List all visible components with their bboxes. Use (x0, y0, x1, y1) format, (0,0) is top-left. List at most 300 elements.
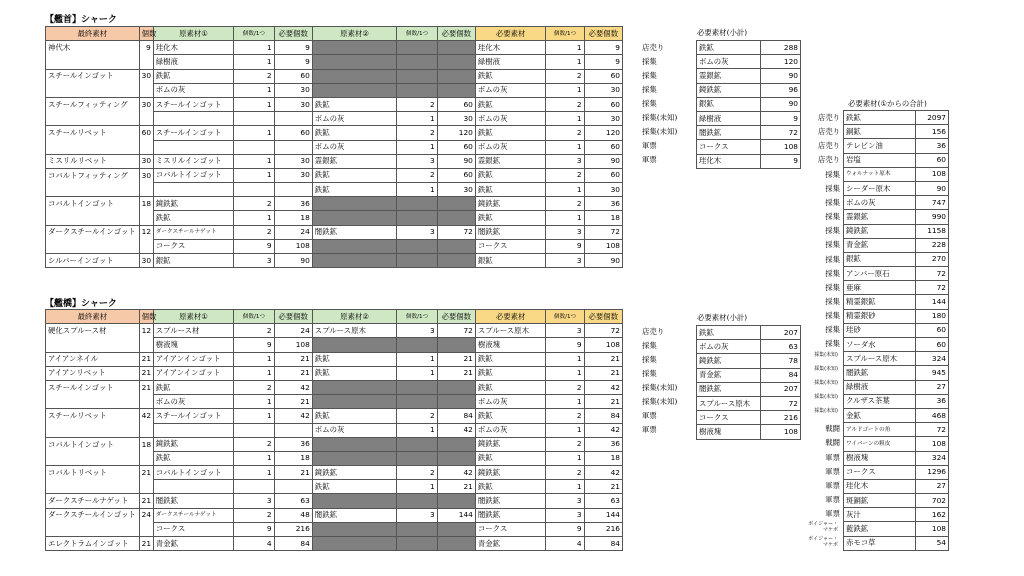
total-category-label: 軍票 (825, 466, 840, 476)
table-cell: ダークスチールナゲット (46, 494, 140, 508)
column-header: 必要個数 (437, 27, 475, 41)
total-row (844, 281, 949, 295)
table-cell: 21 (139, 494, 153, 508)
column-header: 個数/1つ (546, 27, 584, 41)
table-cell: 鉄鉱 (153, 451, 234, 465)
subtotal-cell: 銀鉱 (697, 97, 761, 111)
total-row (844, 366, 949, 380)
table-cell (437, 254, 475, 268)
table-cell: 3 (234, 254, 274, 268)
table-cell: コバルトインゴット (153, 168, 234, 182)
table-cell: 36 (274, 437, 312, 451)
total-category-label: 採集 (825, 282, 840, 292)
total-row (844, 423, 949, 437)
total-row (844, 508, 949, 522)
table-cell (397, 239, 437, 253)
table-cell: 鉄鉱 (312, 168, 397, 182)
table-row (46, 366, 623, 380)
table-cell: スプルース原木 (312, 324, 397, 338)
table-cell (312, 537, 397, 551)
subtotal-cell: 96 (761, 83, 801, 97)
table-cell: 2 (397, 466, 437, 480)
total-cell: アンバー原石 (844, 267, 916, 281)
table-cell: エレクトラムインゴット (46, 537, 140, 551)
table-cell: シルバーインゴット (46, 254, 140, 268)
total-row (844, 153, 949, 167)
table-cell (46, 395, 140, 409)
table-cell: 1 (234, 211, 274, 225)
table-cell: 63 (584, 494, 622, 508)
total-cell: 108 (916, 167, 949, 181)
table-cell: 鉄鉱 (475, 168, 545, 182)
total-cell: 702 (916, 494, 949, 508)
table-cell (397, 55, 437, 69)
table-cell: 1 (546, 423, 584, 437)
table-row (46, 140, 623, 154)
table-cell: 144 (584, 508, 622, 522)
bridge-subtotal-table (696, 325, 801, 440)
table-cell: 青金鉱 (475, 537, 545, 551)
subtotal-cell: 120 (761, 55, 801, 69)
table-cell (312, 437, 397, 451)
bridge-materials-table (45, 309, 623, 551)
table-cell: 24 (274, 324, 312, 338)
category-label: 軍票 (642, 155, 657, 164)
table-cell (312, 522, 397, 536)
table-row (46, 380, 623, 394)
total-cell: 72 (916, 423, 949, 437)
table-cell: 21 (274, 366, 312, 380)
total-cell: 54 (916, 536, 949, 550)
table-cell: スチールインゴット (46, 69, 140, 83)
table-row (46, 83, 623, 97)
table-cell: 1 (234, 451, 274, 465)
table-cell: 2 (234, 197, 274, 211)
total-category-label: 戦闘 (825, 424, 840, 434)
table-cell: 42 (437, 423, 475, 437)
total-cell: 青金鉱 (844, 238, 916, 252)
total-row (844, 338, 949, 352)
table-cell: 1 (397, 423, 437, 437)
table-cell: 18 (139, 197, 153, 211)
table-cell: ダークスチールナゲット (153, 225, 234, 239)
total-cell: 銅鉱 (844, 125, 916, 139)
subtotal-cell: 216 (761, 411, 801, 425)
table-cell (46, 211, 140, 225)
total-title: 必要素材(①からの合計) (848, 99, 927, 108)
subtotal-cell: コークス (697, 411, 761, 425)
subtotal-cell: ボムの灰 (697, 340, 761, 354)
table-cell: 21 (437, 366, 475, 380)
table-cell: 闇鉄鉱 (475, 225, 545, 239)
total-cell: ソーダ水 (844, 338, 916, 352)
table-cell (312, 254, 397, 268)
table-cell: 2 (546, 197, 584, 211)
table-cell: 神代木 (46, 41, 140, 55)
total-category-label: ボイジャー・マケボ (808, 535, 838, 548)
total-cell: 144 (916, 295, 949, 309)
total-cell: 324 (916, 352, 949, 366)
table-cell (153, 183, 234, 197)
table-cell: 108 (584, 338, 622, 352)
table-cell: 樹液塊 (475, 338, 545, 352)
table-cell (312, 197, 397, 211)
table-cell: 30 (274, 168, 312, 182)
total-cell: 樹液塊 (844, 451, 916, 465)
table-cell: 鉄鉱 (475, 352, 545, 366)
table-cell: 1 (546, 41, 584, 55)
table-cell (437, 522, 475, 536)
table-cell: 30 (139, 69, 153, 83)
table-cell (274, 112, 312, 126)
table-cell: 鉄鉱 (312, 183, 397, 197)
table-cell: 鉄鉱 (312, 409, 397, 423)
section-title-bow: 【艦首】シャーク (45, 15, 117, 25)
table-cell: 60 (584, 69, 622, 83)
table-cell: 24 (274, 225, 312, 239)
table-cell (139, 338, 153, 352)
column-header: 原素材② (312, 310, 397, 324)
table-cell: 2 (234, 437, 274, 451)
category-label: 採集 (642, 355, 657, 364)
table-cell (139, 423, 153, 437)
table-cell: 9 (546, 338, 584, 352)
table-row (46, 239, 623, 253)
table-cell (397, 494, 437, 508)
total-cell: 27 (916, 479, 949, 493)
total-row (844, 167, 949, 181)
total-row (844, 494, 949, 508)
subtotal-cell: 青金鉱 (697, 368, 761, 382)
total-cell: 霊銀鉱 (844, 210, 916, 224)
total-cell: 180 (916, 309, 949, 323)
total-row (844, 295, 949, 309)
table-row (46, 225, 623, 239)
table-cell: 36 (584, 197, 622, 211)
subtotal-row (697, 425, 801, 439)
subtotal-row (697, 140, 801, 154)
total-cell: 36 (916, 139, 949, 153)
table-cell: 鏡鉄鉱 (475, 437, 545, 451)
table-cell: 18 (274, 451, 312, 465)
table-cell (437, 41, 475, 55)
total-cell: 斑銅鉱 (844, 494, 916, 508)
table-cell: 9 (274, 41, 312, 55)
table-cell (274, 423, 312, 437)
table-cell: コバルトリベット (46, 466, 140, 480)
table-cell: 9 (546, 522, 584, 536)
table-cell: 42 (437, 466, 475, 480)
total-cell: 990 (916, 210, 949, 224)
table-cell (46, 451, 140, 465)
category-label: 採集 (642, 341, 657, 350)
column-header: 個数/1つ (234, 27, 274, 41)
table-cell: 1 (234, 366, 274, 380)
table-cell: 硬化スプルース材 (46, 324, 140, 338)
table-cell (46, 55, 140, 69)
category-label: 採集 (642, 57, 657, 66)
table-cell (46, 183, 140, 197)
subtotal-cell: スプルース原木 (697, 396, 761, 410)
table-cell: 1 (234, 168, 274, 182)
table-cell: 90 (437, 154, 475, 168)
table-cell: ミスリルリベット (46, 154, 140, 168)
total-cell: 72 (916, 281, 949, 295)
table-row (46, 112, 623, 126)
table-row (46, 168, 623, 182)
table-cell (437, 395, 475, 409)
total-cell: 324 (916, 451, 949, 465)
table-cell: 3 (546, 494, 584, 508)
subtotal-row (697, 340, 801, 354)
table-cell: 1 (546, 366, 584, 380)
table-cell (153, 480, 234, 494)
category-label: 採集 (642, 369, 657, 378)
table-cell: 樹液塊 (153, 338, 234, 352)
category-label: 採集(未知) (642, 397, 678, 406)
table-cell (234, 140, 274, 154)
subtotal-cell: 108 (761, 140, 801, 154)
table-cell: 21 (139, 380, 153, 394)
total-category-label: 採集 (825, 212, 840, 222)
table-row (46, 126, 623, 140)
table-cell: 2 (546, 466, 584, 480)
table-cell: ボムの灰 (312, 140, 397, 154)
total-cell: 赤モコ草 (844, 536, 916, 550)
subtotal-cell: 72 (761, 396, 801, 410)
subtotal-row (697, 411, 801, 425)
table-cell (153, 423, 234, 437)
table-cell: 4 (546, 537, 584, 551)
table-cell (437, 83, 475, 97)
total-row (844, 238, 949, 252)
table-cell: 30 (274, 154, 312, 168)
total-cell: 緑樹液 (844, 380, 916, 394)
table-cell: 鉄鉱 (475, 211, 545, 225)
table-cell: コバルトインゴット (46, 197, 140, 211)
table-cell: 闇鉄鉱 (312, 225, 397, 239)
table-cell: 108 (274, 338, 312, 352)
table-cell: 1 (234, 55, 274, 69)
table-cell (46, 423, 140, 437)
table-cell: 3 (546, 154, 584, 168)
subtotal-cell: 108 (761, 425, 801, 439)
table-cell (397, 254, 437, 268)
total-cell: 珪砂 (844, 323, 916, 337)
total-category-label: 採集(未知) (814, 365, 838, 372)
total-cell: 108 (916, 522, 949, 536)
subtotal-row (697, 326, 801, 340)
table-cell: コバルトインゴット (46, 437, 140, 451)
total-category-label: 採集(未知) (814, 408, 838, 415)
total-cell: 90 (916, 181, 949, 195)
table-cell: コバルトフィッティング (46, 168, 140, 182)
table-cell: 鏡鉄鉱 (312, 466, 397, 480)
total-category-label: 採集 (825, 169, 840, 179)
subtotal-cell: 90 (761, 69, 801, 83)
total-row (844, 210, 949, 224)
total-cell: 162 (916, 508, 949, 522)
table-cell: アイアンインゴット (153, 366, 234, 380)
table-cell: スチールリベット (46, 409, 140, 423)
total-category-label: 店売り (817, 155, 840, 165)
table-cell: 1 (234, 352, 274, 366)
table-cell: 2 (234, 69, 274, 83)
table-cell: 21 (274, 352, 312, 366)
table-cell: 60 (437, 97, 475, 111)
table-cell: 42 (139, 409, 153, 423)
table-cell: 1 (546, 83, 584, 97)
table-cell: 緑樹液 (475, 55, 545, 69)
total-cell: 270 (916, 252, 949, 266)
total-cell: 鉄鉱 (844, 111, 916, 125)
table-cell: 鉄鉱 (312, 97, 397, 111)
column-header: 個数/1つ (397, 310, 437, 324)
table-cell: 9 (546, 239, 584, 253)
table-cell: 30 (274, 83, 312, 97)
table-cell: 2 (546, 69, 584, 83)
total-table (843, 110, 949, 551)
table-cell (312, 451, 397, 465)
subtotal-row (697, 97, 801, 111)
table-cell: 1 (397, 352, 437, 366)
total-row (844, 323, 949, 337)
subtotal-cell: 樹液塊 (697, 425, 761, 439)
table-row (46, 211, 623, 225)
table-row (46, 451, 623, 465)
subtotal-cell: 鏡鉄鉱 (697, 354, 761, 368)
table-cell (139, 140, 153, 154)
table-cell (397, 83, 437, 97)
category-label: 採集 (642, 85, 657, 94)
table-cell (139, 211, 153, 225)
table-cell: ボムの灰 (475, 423, 545, 437)
total-category-label: 採集 (825, 325, 840, 335)
column-header: 必要素材 (475, 27, 545, 41)
subtotal-cell: コークス (697, 140, 761, 154)
total-row (844, 437, 949, 451)
table-cell (312, 41, 397, 55)
bow-subtotal-table (696, 40, 801, 169)
subtotal-cell: 90 (761, 97, 801, 111)
table-cell: 60 (584, 140, 622, 154)
column-header: 個数 (139, 310, 153, 324)
table-cell: 1 (234, 466, 274, 480)
table-cell: 60 (437, 140, 475, 154)
subtotal-cell: 63 (761, 340, 801, 354)
table-row (46, 338, 623, 352)
subtotal-cell: 207 (761, 382, 801, 396)
table-cell: 30 (437, 112, 475, 126)
table-cell: 9 (234, 338, 274, 352)
bridge-subtotal-title: 必要素材(小計) (697, 313, 748, 322)
subtotal-cell: 鉄鉱 (697, 326, 761, 340)
table-row (46, 522, 623, 536)
total-cell: アルドゴートの角 (844, 423, 916, 437)
table-cell: 3 (546, 254, 584, 268)
bow-subtotal-title: 必要素材(小計) (697, 28, 748, 37)
table-cell: ボムの灰 (312, 112, 397, 126)
total-cell: 1158 (916, 224, 949, 238)
total-row (844, 451, 949, 465)
table-cell: スチールインゴット (153, 97, 234, 111)
table-cell (397, 338, 437, 352)
table-cell (139, 395, 153, 409)
table-row (46, 423, 623, 437)
table-cell (234, 112, 274, 126)
table-cell: 60 (584, 168, 622, 182)
table-cell: 鉄鉱 (475, 183, 545, 197)
table-cell (397, 380, 437, 394)
table-row (46, 154, 623, 168)
table-row (46, 508, 623, 522)
table-cell (139, 112, 153, 126)
total-category-label: 採集(未知) (814, 379, 838, 386)
category-label: 店売り (642, 43, 665, 52)
table-cell: 鉄鉱 (475, 409, 545, 423)
table-cell: 闇鉄鉱 (153, 494, 234, 508)
table-cell (437, 211, 475, 225)
table-cell: 1 (234, 97, 274, 111)
table-cell: 2 (234, 380, 274, 394)
table-cell: 3 (397, 225, 437, 239)
total-cell: シーダー原木 (844, 181, 916, 195)
subtotal-row (697, 354, 801, 368)
table-cell: 120 (437, 126, 475, 140)
subtotal-cell: 鉄鉱 (697, 41, 761, 55)
table-cell: 1 (397, 112, 437, 126)
table-cell: 2 (546, 409, 584, 423)
category-label: 軍票 (642, 411, 657, 420)
table-cell: 青金鉱 (153, 537, 234, 551)
table-cell: 鉄鉱 (312, 366, 397, 380)
table-cell (437, 338, 475, 352)
table-cell: 3 (546, 225, 584, 239)
table-cell: 闇鉄鉱 (475, 494, 545, 508)
total-cell: 156 (916, 125, 949, 139)
table-cell: 闇鉄鉱 (312, 508, 397, 522)
column-header: 必要素材 (475, 310, 545, 324)
table-cell: 21 (139, 352, 153, 366)
table-cell: コバルトインゴット (153, 466, 234, 480)
table-cell (397, 395, 437, 409)
table-cell (274, 140, 312, 154)
column-header: 最終素材 (46, 27, 140, 41)
table-cell: 60 (274, 69, 312, 83)
table-cell: 30 (139, 168, 153, 182)
table-cell: 闇鉄鉱 (475, 508, 545, 522)
table-cell (312, 211, 397, 225)
table-cell: 84 (274, 537, 312, 551)
table-row (46, 537, 623, 551)
table-cell: 2 (397, 97, 437, 111)
table-cell: 2 (546, 437, 584, 451)
table-cell (312, 239, 397, 253)
total-category-label: 戦闘 (825, 438, 840, 448)
total-cell: テレビン油 (844, 139, 916, 153)
table-cell: 3 (234, 494, 274, 508)
table-cell: 60 (139, 126, 153, 140)
table-cell: 21 (139, 466, 153, 480)
total-category-label: 店売り (817, 127, 840, 137)
total-cell: 灰汁 (844, 508, 916, 522)
table-cell: ダークスチールインゴット (46, 508, 140, 522)
total-cell: 108 (916, 437, 949, 451)
table-cell: 30 (584, 112, 622, 126)
table-cell: 60 (274, 126, 312, 140)
total-cell: 60 (916, 153, 949, 167)
table-cell: 24 (139, 508, 153, 522)
